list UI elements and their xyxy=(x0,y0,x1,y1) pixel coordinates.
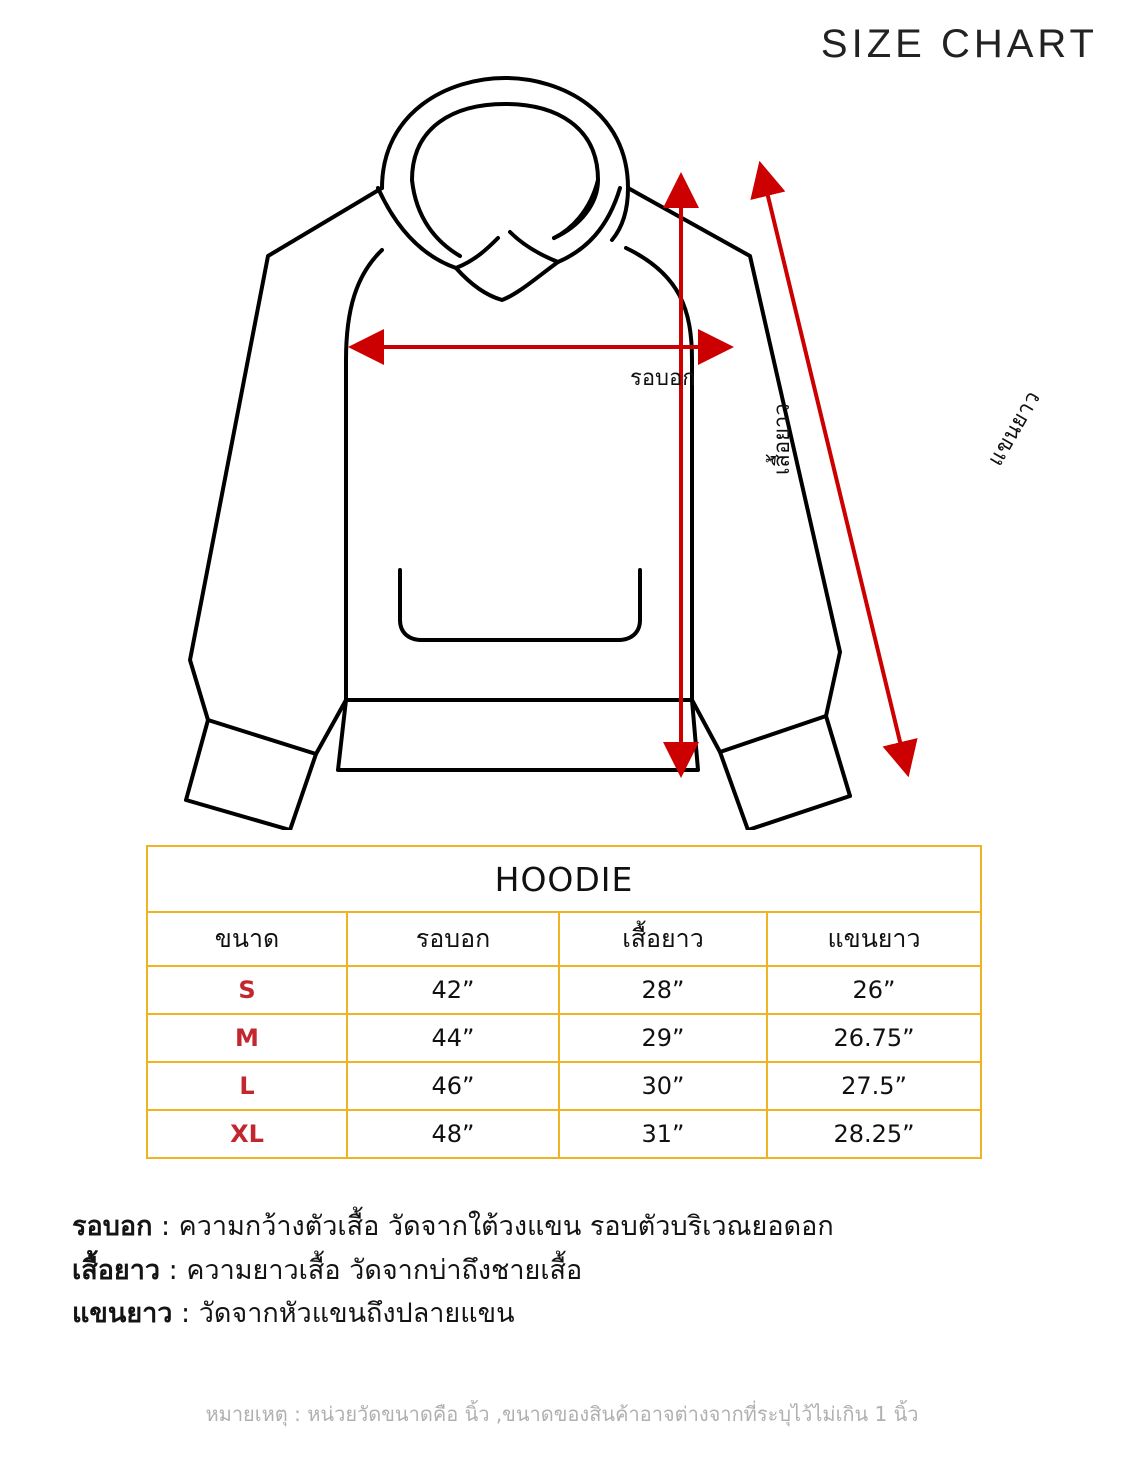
page-title: SIZE CHART xyxy=(820,22,1098,66)
cell-sleeve: 28.25” xyxy=(767,1110,981,1158)
length-dimension-label: เสื้อยาว xyxy=(770,403,795,475)
cell-length: 30” xyxy=(559,1062,767,1110)
cell-sleeve: 26.75” xyxy=(767,1014,981,1062)
cell-chest: 46” xyxy=(347,1062,559,1110)
note-sleeve-text: : วัดจากหัวแขนถึงปลายแขน xyxy=(172,1298,515,1330)
footnote: หมายเหตุ : หน่วยวัดขนาดคือ นิ้ว ,ขนาดของสินค้าอาจต่างจากที่ระบุไว้ไม่เกิน 1 นิ้ว xyxy=(205,1402,919,1426)
measurement-notes xyxy=(72,1205,1062,1336)
column-header-chest: รอบอก xyxy=(347,912,559,966)
table-row xyxy=(147,966,981,1014)
column-header-length: เสื้อยาว xyxy=(559,912,767,966)
cell-length: 31” xyxy=(559,1110,767,1158)
cell-length: 29” xyxy=(559,1014,767,1062)
cell-size: S xyxy=(147,966,347,1014)
hoodie-diagram xyxy=(150,60,1046,830)
note-sleeve-label: แขนยาว xyxy=(72,1298,173,1330)
cell-chest: 42” xyxy=(347,966,559,1014)
table-row xyxy=(147,1062,981,1110)
note-sleeve xyxy=(72,1292,1062,1336)
cell-size: XL xyxy=(147,1110,347,1158)
sleeve-dimension-label: แขนยาว xyxy=(983,387,1046,471)
note-length-text: : ความยาวเสื้อ วัดจากบ่าถึงชายเสื้อ xyxy=(160,1254,583,1286)
column-header-size: ขนาด xyxy=(147,912,347,966)
cell-sleeve: 27.5” xyxy=(767,1062,981,1110)
cell-chest: 48” xyxy=(347,1110,559,1158)
note-length-label: เสื้อยาว xyxy=(72,1254,161,1286)
cell-size: L xyxy=(147,1062,347,1110)
note-chest-label: รอบอก xyxy=(72,1211,153,1242)
chest-dimension-label: รอบอก xyxy=(630,366,696,391)
cell-sleeve: 26” xyxy=(767,966,981,1014)
table-title: HOODIE xyxy=(147,846,981,912)
note-chest xyxy=(72,1205,1062,1249)
size-chart-table xyxy=(146,845,982,1159)
note-length xyxy=(72,1249,1062,1293)
cell-size: M xyxy=(147,1014,347,1062)
cell-length: 28” xyxy=(559,966,767,1014)
hoodie-outline xyxy=(186,78,850,830)
table-row xyxy=(147,1014,981,1062)
note-chest-text: : ความกว้างตัวเสื้อ วัดจากใต้วงแขน รอบตัวบริเวณยอดอก xyxy=(152,1211,834,1242)
table-header-row xyxy=(147,912,981,966)
column-header-sleeve: แขนยาว xyxy=(767,912,981,966)
cell-chest: 44” xyxy=(347,1014,559,1062)
table-row xyxy=(147,1110,981,1158)
measurement-arrows xyxy=(376,188,902,750)
table-title-row xyxy=(147,846,981,912)
